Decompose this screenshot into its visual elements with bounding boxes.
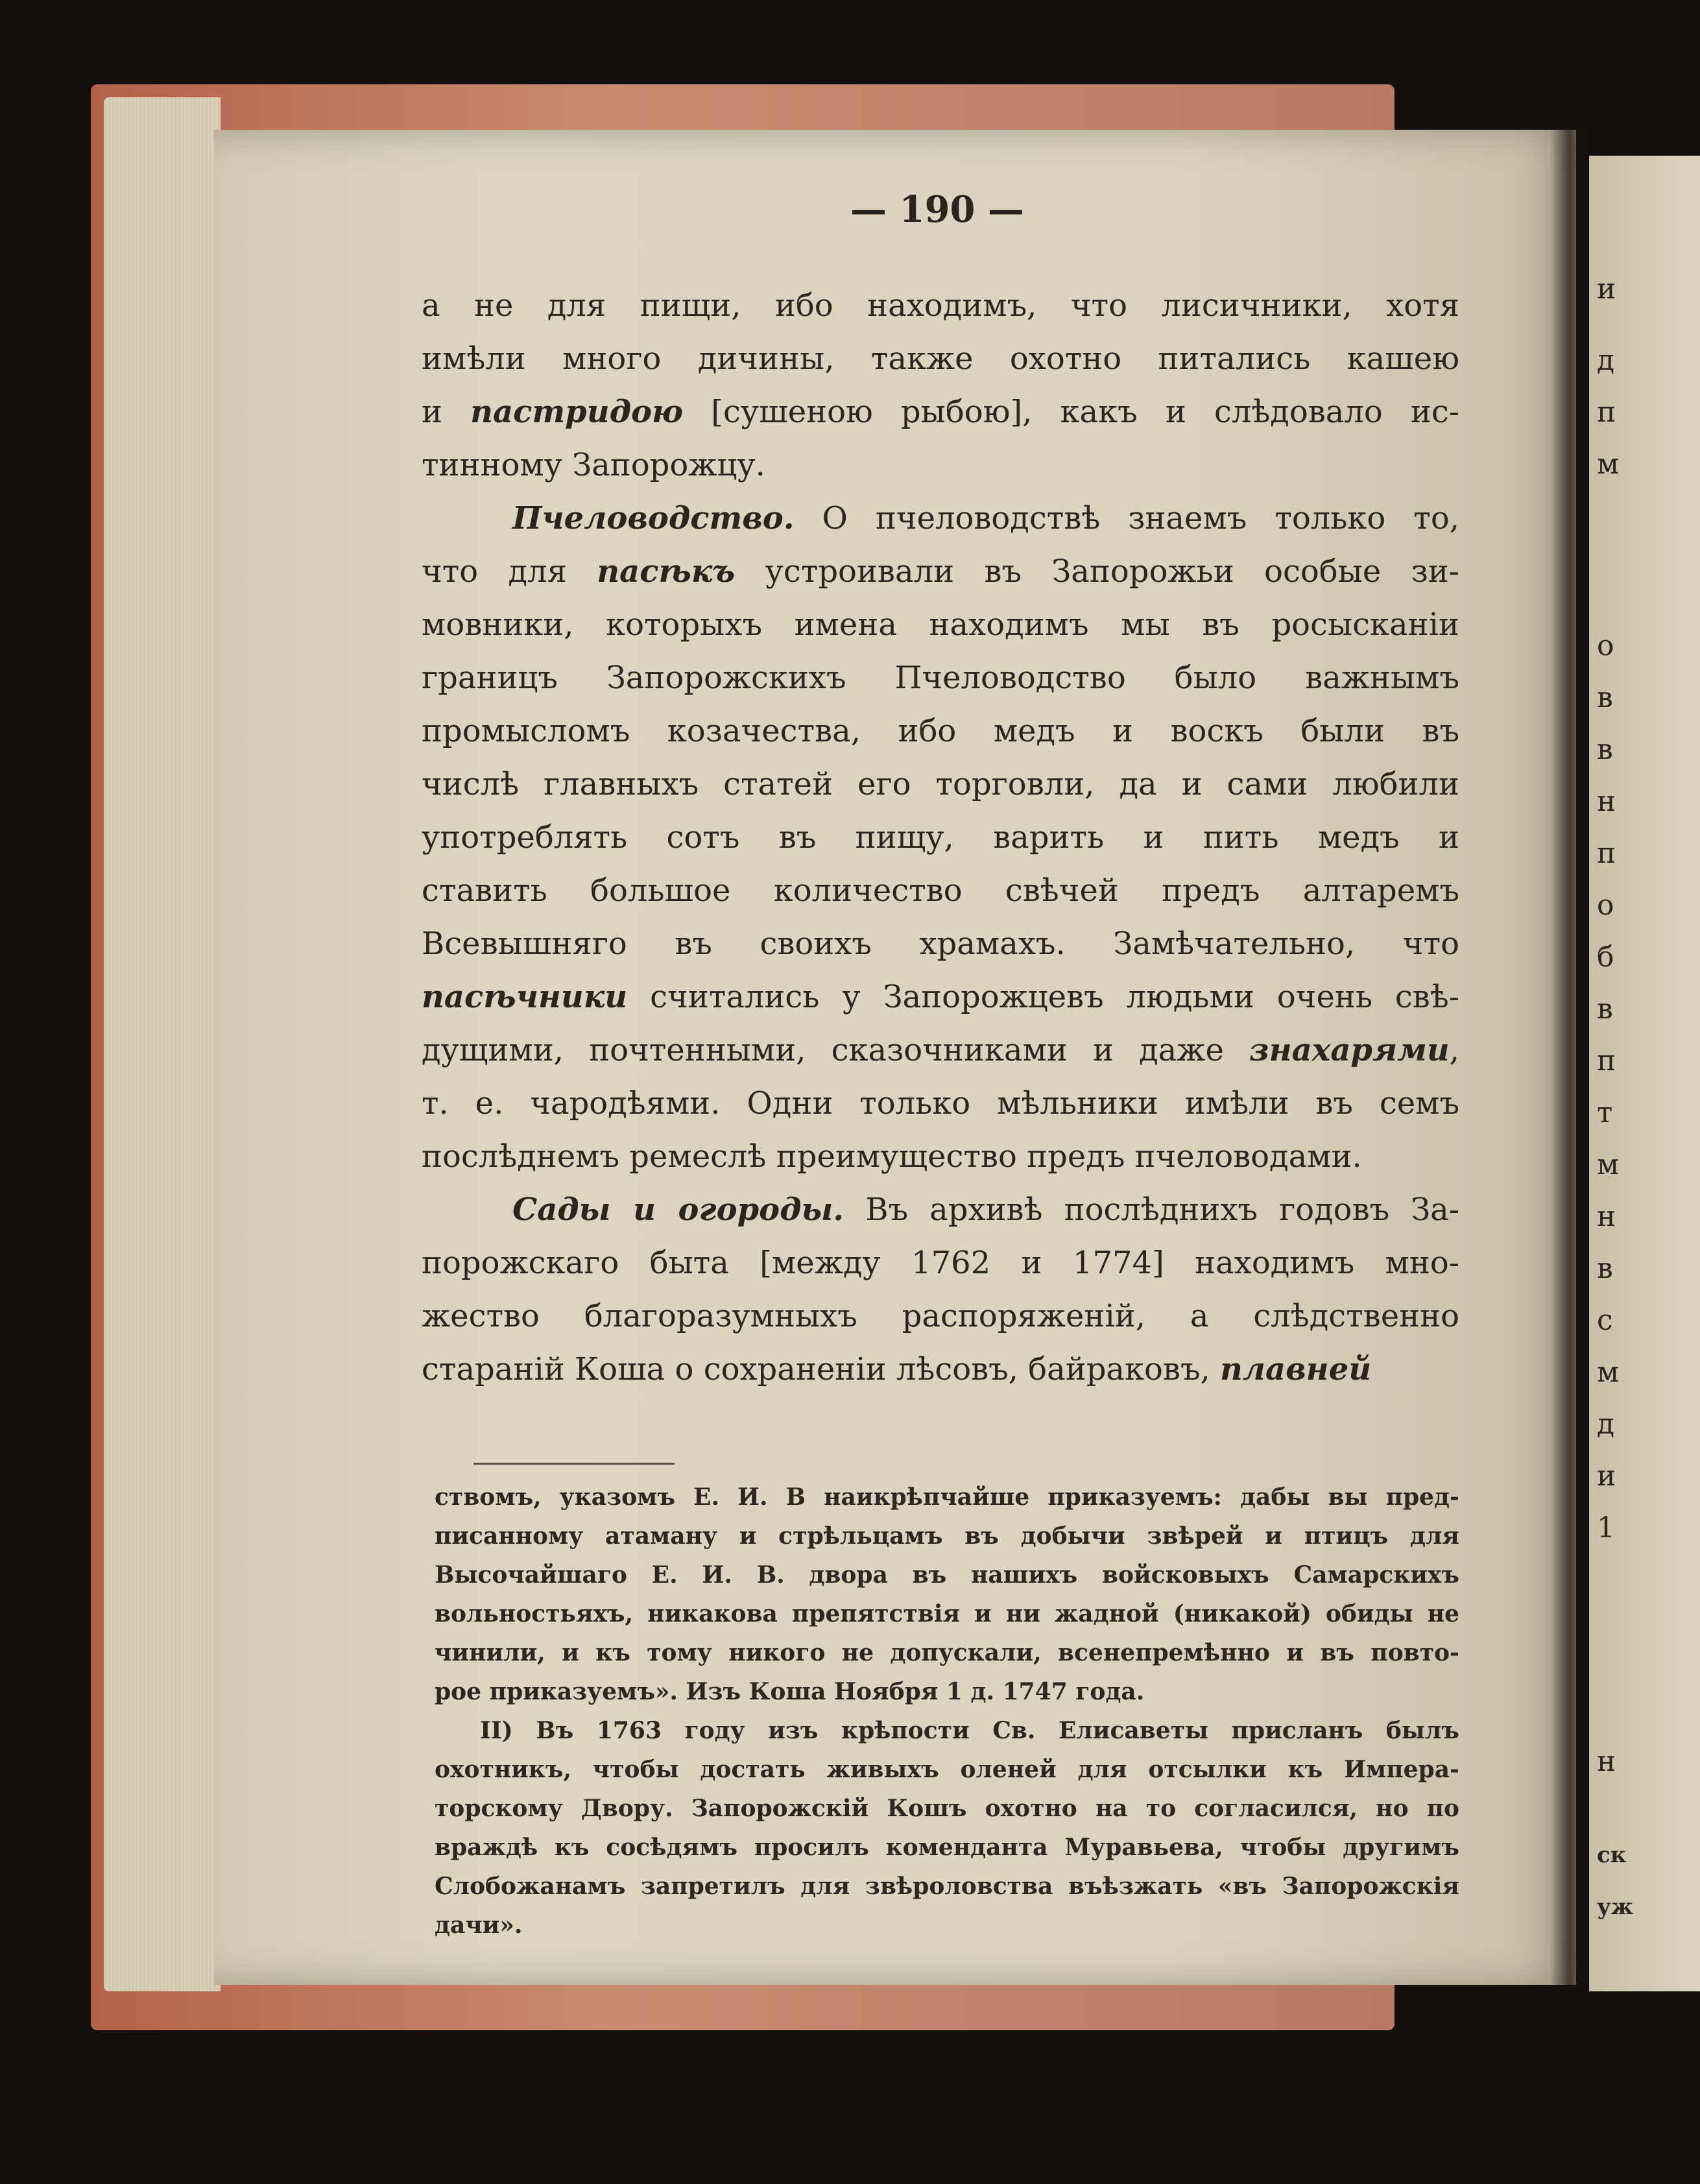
- text-line: [422, 811, 1459, 864]
- right-page-fragment: в: [1597, 992, 1613, 1026]
- text-run: [сушеною рыбою], какъ и слѣдовало ис-: [683, 394, 1460, 430]
- text-run: тинному Запорожцу.: [422, 447, 765, 483]
- text-run: употреблять сотъ въ пищу, варить и пить медъ и: [422, 819, 1459, 856]
- footnote-line: Слобожанамъ запретилъ для звѣроловства въѣзжать «въ Запорожскія: [435, 1873, 1459, 1900]
- right-page-fragment: п: [1597, 837, 1616, 870]
- right-page-fragment: и: [1597, 1459, 1616, 1493]
- footnote-line: дачи».: [435, 1912, 523, 1939]
- text-run: промысломъ козачества, ибо медъ и воскъ были въ: [422, 713, 1459, 749]
- text-run: ставить большое количество свѣчей предъ алтаремъ: [422, 872, 1459, 909]
- text-line: [422, 598, 1459, 651]
- text-run: Всевышняго въ своихъ храмахъ. Замѣчательно, что: [422, 926, 1459, 962]
- text-run: мовники, которыхъ имена находимъ мы въ росысканіи: [422, 606, 1459, 643]
- text-line: [422, 864, 1459, 917]
- right-page-fragment: о: [1597, 889, 1614, 922]
- emphasized-term: пасѣчники: [422, 979, 628, 1015]
- footnote-line: писанному атаману и стрѣльцамъ въ добычи звѣрей и птицъ для: [435, 1522, 1459, 1550]
- right-page-fragment: уж: [1597, 1894, 1634, 1920]
- footnote-line: Высочайшаго Е. И. В. двора въ нашихъ войсковыхъ Самарскихъ: [435, 1561, 1459, 1589]
- footnote-line: рое приказуемъ». Изъ Коша Ноября 1 д. 1747 года.: [435, 1678, 1145, 1705]
- text-line: [422, 438, 1459, 492]
- text-line: [422, 1024, 1459, 1077]
- footnote-line: торскому Двору. Запорожскій Кошъ охотно на то согласился, но по: [435, 1795, 1459, 1822]
- right-page-fragment: м: [1597, 1356, 1620, 1389]
- emphasized-term: знахарями: [1249, 1032, 1450, 1068]
- emphasized-term: Пчеловодство.: [512, 500, 795, 536]
- right-page-fragment: н: [1597, 785, 1616, 818]
- right-page-fragment: о: [1597, 629, 1614, 662]
- text-line: [422, 1077, 1459, 1130]
- text-run: числѣ главныхъ статей его торговли, да и сами любили: [422, 766, 1459, 802]
- emphasized-term: пасѣкъ: [597, 553, 736, 590]
- page-number: — 190 —: [850, 188, 1024, 231]
- right-page-fragment: т: [1597, 1096, 1613, 1129]
- right-page-fragment: н: [1597, 1745, 1616, 1778]
- text-line: [422, 758, 1459, 811]
- text-run: послѣднемъ ремеслѣ преимущество предъ пчеловодами.: [422, 1138, 1362, 1175]
- text-run: дущими, почтенными, сказочниками и даже: [422, 1032, 1249, 1068]
- text-line: [422, 917, 1459, 970]
- text-run: ,: [1449, 1032, 1459, 1068]
- right-page-fragment: п: [1597, 396, 1616, 429]
- text-run: Въ архивѣ послѣднихъ годовъ За-: [844, 1192, 1459, 1228]
- text-run: устроивали въ Запорожьи особые зи-: [735, 553, 1460, 590]
- text-run: а не для пищи, ибо находимъ, что лисичники, хотя: [422, 287, 1459, 324]
- footnote-line: охотникъ, чтобы достать живыхъ оленей для отсылки къ Импера-: [435, 1756, 1459, 1783]
- text-run: имѣли много дичины, также охотно питались кашею: [422, 341, 1459, 377]
- right-page-fragment: д: [1597, 1408, 1615, 1441]
- text-run: и: [422, 394, 471, 430]
- page-block-edges: [104, 97, 221, 1991]
- text-line: [422, 651, 1459, 704]
- text-run: считались у Запорожцевъ людьми очень свѣ-: [627, 979, 1459, 1015]
- text-line: [422, 1290, 1459, 1343]
- right-page-fragment: и: [1597, 272, 1616, 306]
- text-run: границъ Запорожскихъ Пчеловодство было важнымъ: [422, 660, 1459, 696]
- text-line: [422, 1343, 1459, 1396]
- text-line: [422, 704, 1459, 758]
- footnote-line: чинили, и къ тому никого не допускали, всенепремѣнно и въ повто-: [435, 1639, 1459, 1666]
- emphasized-term: плавней: [1220, 1351, 1372, 1387]
- right-page-fragment: с: [1597, 1304, 1613, 1337]
- text-line: [422, 1130, 1459, 1183]
- footnotes: [435, 1478, 1459, 1945]
- right-page-fragment: ск: [1597, 1842, 1627, 1868]
- text-line: [422, 385, 1459, 438]
- text-line: [422, 545, 1459, 598]
- footnote-line: враждѣ къ сосѣдямъ просилъ коменданта Муравьева, чтобы другимъ: [435, 1834, 1459, 1861]
- text-line: [422, 970, 1459, 1024]
- text-line: [422, 1236, 1459, 1290]
- footnote-line: ствомъ, указомъ Е. И. В наикрѣпчайше приказуемъ: дабы вы пред-: [435, 1483, 1459, 1511]
- right-page-fragment: д: [1597, 344, 1615, 377]
- right-page-fragment: б: [1597, 941, 1614, 974]
- text-run: т. е. чародѣями. Одни только мѣльники имѣли въ семъ: [422, 1085, 1459, 1122]
- text-line: [422, 492, 1459, 545]
- main-text: [422, 279, 1459, 1396]
- text-run: что для: [422, 553, 597, 590]
- right-page-fragment: 1: [1597, 1511, 1615, 1544]
- right-page-fragment: в: [1597, 1252, 1613, 1285]
- footnote-line: вольностьяхъ, никакова препятствія и ни жадной (никакой) обиды не: [435, 1600, 1459, 1627]
- right-page-fragment: н: [1597, 1200, 1616, 1233]
- emphasized-term: пастридою: [470, 394, 684, 430]
- footnote-line: II) Въ 1763 году изъ крѣпости Св. Елисаветы присланъ былъ: [480, 1717, 1459, 1744]
- right-page-fragment: в: [1597, 733, 1613, 766]
- footnote-divider: [473, 1463, 675, 1465]
- text-run: жество благоразумныхъ распоряженій, а слѣдственно: [422, 1298, 1459, 1334]
- right-page-fragment: м: [1597, 448, 1620, 481]
- text-line: [422, 279, 1459, 332]
- right-page-fragment: п: [1597, 1044, 1616, 1077]
- right-page-fragment: м: [1597, 1148, 1620, 1181]
- text-run: порожскаго быта [между 1762 и 1774] находимъ мно-: [422, 1245, 1459, 1281]
- text-line: [422, 1183, 1459, 1236]
- text-run: стараній Коша о сохраненіи лѣсовъ, байраковъ,: [422, 1351, 1221, 1387]
- emphasized-term: Сады и огороды.: [512, 1192, 844, 1228]
- right-page-fragment: в: [1597, 681, 1613, 714]
- text-run: О пчеловодствѣ знаемъ только то,: [794, 500, 1459, 536]
- book-gutter: [1550, 130, 1589, 1985]
- text-line: [422, 332, 1459, 385]
